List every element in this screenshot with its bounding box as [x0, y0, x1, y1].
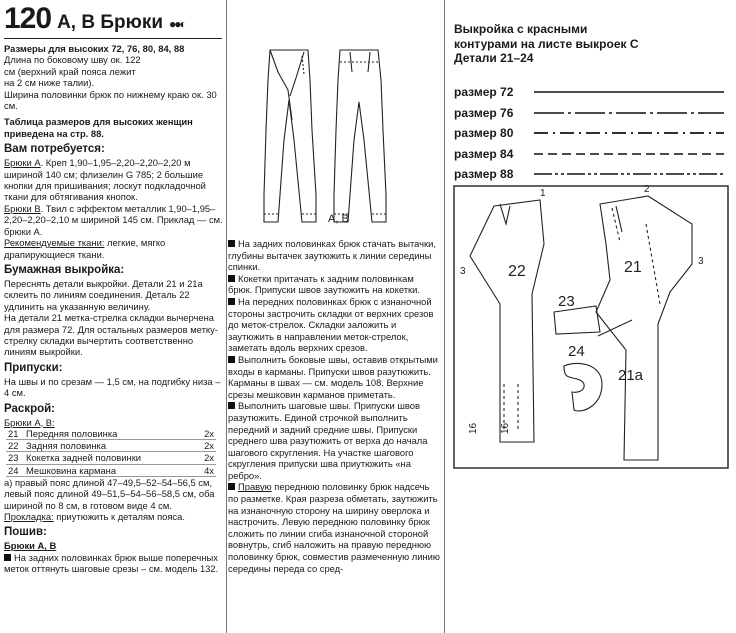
pattern-pieces-drawing — [448, 184, 736, 474]
model-number: 120 — [4, 2, 52, 35]
materials-a: Брюки А. Креп 1,90–1,95–2,20–2,20–2,20 м шириной 140 см; флизелин G 785; 2 большие кнопки для пришивания; лоскут подкладочной ткани для обтягивания кнопок. — [4, 157, 206, 203]
allowances-text: На швы и по срезам — 1,5 см, на подгибку низа – 4 см. — [4, 375, 221, 399]
line-style-solid — [534, 87, 724, 97]
allowances-heading: Припуски: — [4, 361, 63, 374]
instructions-column-middle — [228, 0, 442, 633]
piece-24-label: 24 — [568, 343, 585, 360]
piece-21-label: 21 — [624, 259, 642, 276]
model-header — [4, 2, 226, 36]
size-row-84: размер 84 — [454, 144, 724, 165]
line-style-dash-dot — [534, 128, 724, 138]
bullet-square-icon — [228, 483, 235, 490]
step-text: На задних половинках брюк стачать вытачки, глубины вытачек заутюжить к линии середины спинки. — [228, 238, 436, 273]
bullet-square-icon — [228, 356, 235, 363]
step-text: На передних половинках брюк с изнаночной стороны застрочить складки от верхних срезов до меток-стрелок. Складки заложить и заутюжить в направлении меток-стрелок, заметать вдоль верхних срезов. — [228, 295, 434, 354]
line-style-long-dash — [534, 108, 724, 118]
header-rule — [4, 38, 222, 39]
sewing-heading: Пошив: — [4, 526, 47, 539]
column-divider — [444, 0, 445, 633]
label-2: 2 — [644, 184, 650, 195]
table-row: 21 Передняя половинка 2x — [8, 427, 214, 439]
size-row-88: размер 88 — [454, 164, 724, 185]
table-row: 23 Кокетка задней половинки 2x — [8, 452, 214, 464]
size-row-76: размер 76 — [454, 103, 724, 124]
bullet-square-icon — [228, 240, 235, 247]
sizes-width-text: Ширина половинки брюк по нижнему краю ок. 30 см. — [4, 88, 217, 112]
cutting-heading: Раскрой: — [4, 402, 56, 415]
bullet-square-icon — [228, 298, 235, 305]
label-3-left: 3 — [460, 266, 466, 277]
cutting-table — [6, 428, 216, 477]
materials-heading: Вам потребуется: — [4, 143, 105, 156]
pattern-scheme — [448, 0, 736, 633]
size-row-80: размер 80 — [454, 123, 724, 144]
sizes-length-text: Длина по боковому шву ок. 122 см (верхний край пояса лежит на 2 см ниже талии). — [4, 54, 141, 89]
bullet-square-icon — [228, 402, 235, 409]
interlining-text: Прокладка: приутюжить к деталям пояса. — [4, 511, 185, 522]
line-style-double-dash — [534, 169, 724, 179]
pattern-heading: Бумажная выкройка: — [4, 263, 125, 276]
table-row: 24 Мешковина кармана 4x — [8, 464, 214, 476]
size-row-72: размер 72 — [454, 82, 724, 103]
underlined-word: Правую — [238, 481, 272, 493]
length-label-16: 16 — [500, 422, 511, 434]
sewing-steps — [228, 238, 440, 574]
piece-22-label: 22 — [508, 263, 526, 280]
pattern-text-2: На детали 21 метка-стрелка складки вычерчена для размера 72. Для остальных размеров метку-стрелку складки вычертить соответственно линиям выкройки. — [4, 312, 218, 358]
drawing-label: А, В — [328, 213, 349, 225]
step-text: Выполнить шаговые швы. Припуски швов разутюжить. Единой строчкой выполнить передний и задний средние швы. Припуски среднего шва разутюжить от верха до начала шагового скругления. На участке шагового скругления припуски шва приутюжить «на ребро». — [228, 400, 428, 481]
scheme-title-2: контурами на листе выкроек С — [454, 36, 639, 51]
difficulty-dots: ●●◐ — [169, 17, 185, 31]
scheme-title-1: Выкройка с красными — [454, 22, 588, 36]
sewing-subheading: Брюки А, В — [4, 540, 57, 552]
scheme-title-3: Детали 21–24 — [454, 51, 534, 65]
piece-23-label: 23 — [558, 293, 575, 310]
column-divider — [226, 0, 227, 633]
belt-text: а) правый пояс длиной 47–49,5–52–54–56,5 см, левый пояс длиной 49–51,5–54–56–58,5 см, оба шириной по 8 см, в готовом виде 4 см. — [4, 476, 215, 511]
step-text: Кокетки притачать к задним половинкам брюк. Припуски швов заутюжить на кокетки. — [228, 272, 420, 296]
bullet-square-icon — [228, 275, 235, 282]
sizes-heading: Размеры для высоких 72, 76, 80, 84, 88 — [4, 43, 185, 54]
table-row: 22 Задняя половинка 2x — [8, 440, 214, 452]
sewing-text: На задних половинках брюк выше поперечных меток оттянуть шаговые срезы – см. модель 132. — [4, 551, 219, 575]
size-legend — [454, 82, 724, 185]
pattern-text-1: Переснять детали выкройки. Детали 21 и 21а склеить по линиям соединения. Деталь 22 удлинить на указанную величину. — [4, 277, 203, 312]
line-style-dashed — [534, 149, 724, 159]
bullet-square-icon — [4, 554, 11, 561]
table-reference: Таблица размеров для высоких женщин приведена на стр. 88. — [4, 116, 193, 139]
materials-b: Брюки В. Твил с эффектом металлик 1,90–1,95–2,20–2,20–2,10 м шириной 145 см. Приклад — см. брюки А. — [4, 202, 223, 237]
piece-21a-label: 21a — [618, 367, 644, 384]
step-text: Правую переднюю половинку брюк надсечь по разметке. Края разреза обметать, заутюжить на изнаночную сторону на ширину оверлока и настрочить. Левую переднюю половинку брюк сложить по линии сгиба изнаночной стороной вовнутрь, сгиб наложить на правую переднюю половинку брюк, совместив размеченную линию середины переда со сред- — [228, 481, 440, 574]
instructions-column-left — [4, 0, 226, 633]
length-label-16: 16 — [468, 422, 479, 434]
step-text: Выполнить боковые швы, оставив открытыми входы в карманы. Припуски швов разутюжить. Карманы в швах — см. модель 108. Верхние срезы мешковин карманов приметать. — [228, 353, 438, 400]
label-3-right: 3 — [698, 256, 704, 267]
recommended-fabrics: Рекомендуемые ткани: легкие, мягко драпирующиеся ткани. — [4, 237, 166, 260]
trousers-technical-drawing — [228, 0, 442, 236]
cutting-subheading: Брюки А, В: — [4, 416, 55, 428]
model-title: А, В Брюки — [57, 12, 164, 33]
label-1: 1 — [540, 188, 546, 199]
